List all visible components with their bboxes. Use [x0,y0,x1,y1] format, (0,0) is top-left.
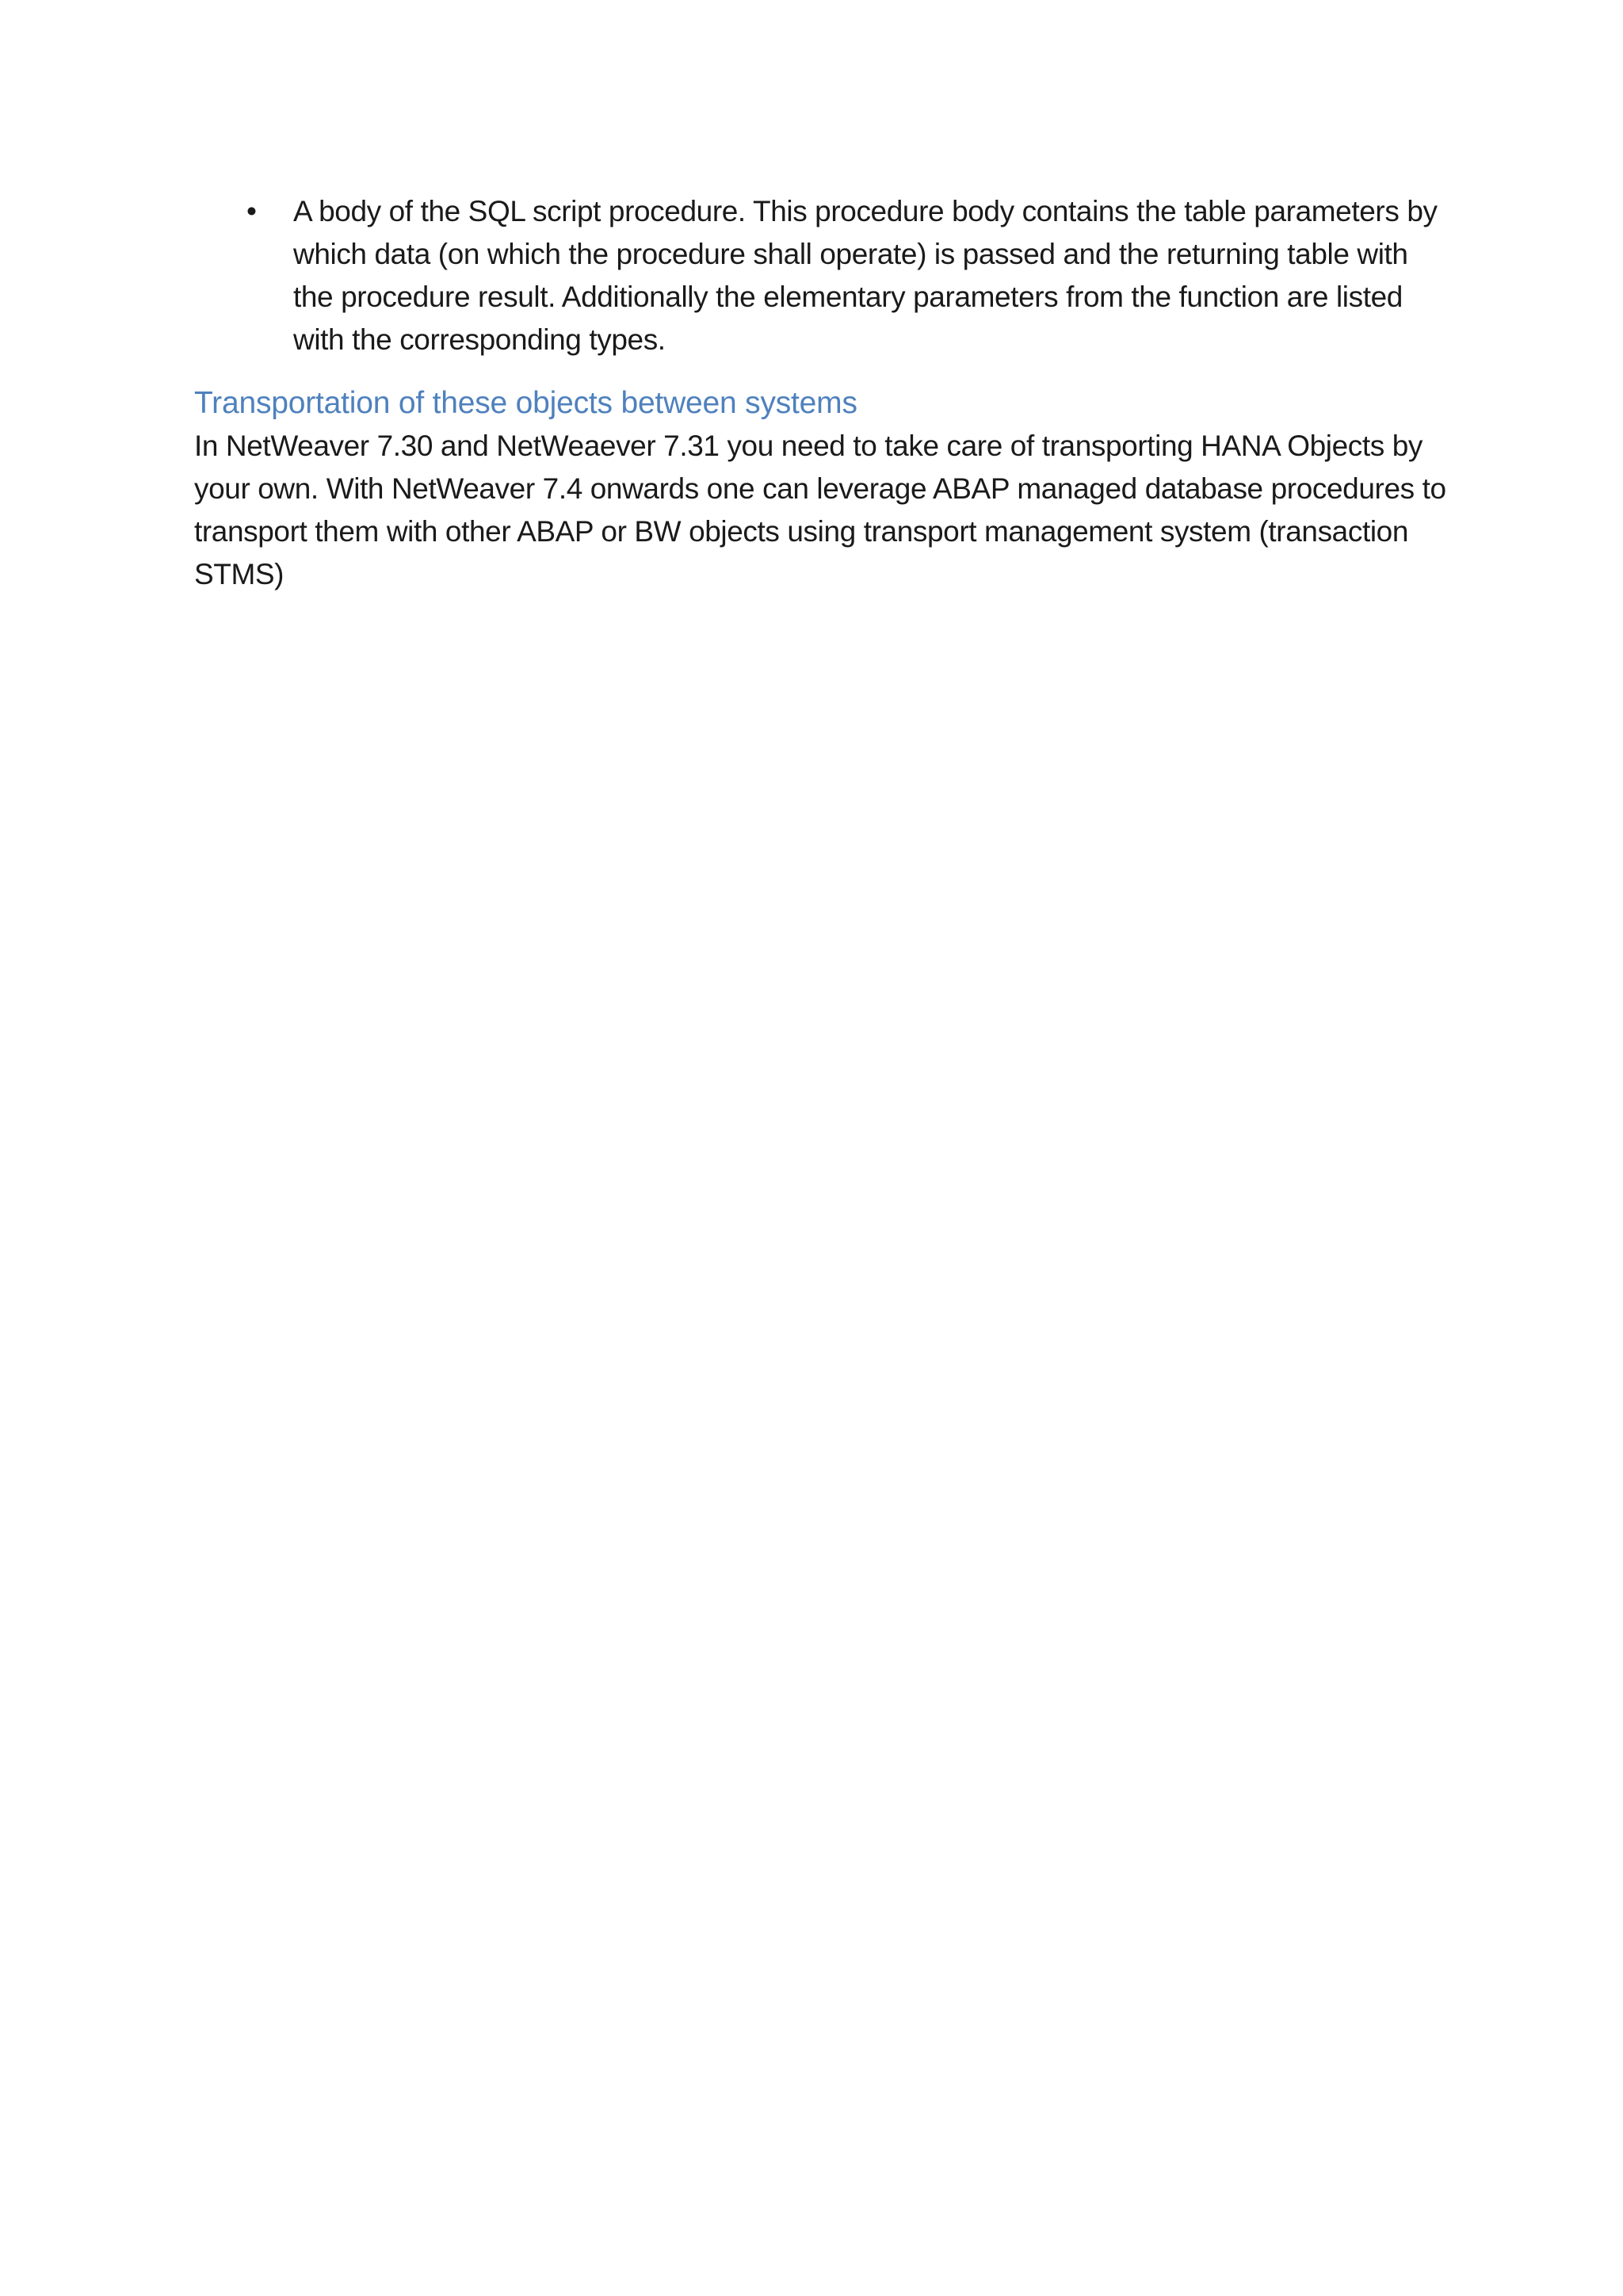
document-body [194,190,1446,596]
bullet-list [194,190,1446,361]
list-item [194,190,1446,361]
section-paragraph: In NetWeaver 7.30 and NetWeaever 7.31 you need to take care of transporting HANA Objects by your own. With NetWeaver 7.4 onwards one can leverage ABAP managed database procedures to transport them with other ABAP or BW objects using transport management system (transaction STMS) [194,430,1446,590]
bullet-text: A body of the SQL script procedure. This procedure body contains the table parameters by which data (on which the procedure shall operate) is passed and the returning table with the procedure result. Additionally the elementary parameters from the function are listed with the corresponding types. [293,195,1438,356]
bullet-icon: • [246,195,257,227]
section-heading: Transportation of these objects between systems [194,386,857,420]
